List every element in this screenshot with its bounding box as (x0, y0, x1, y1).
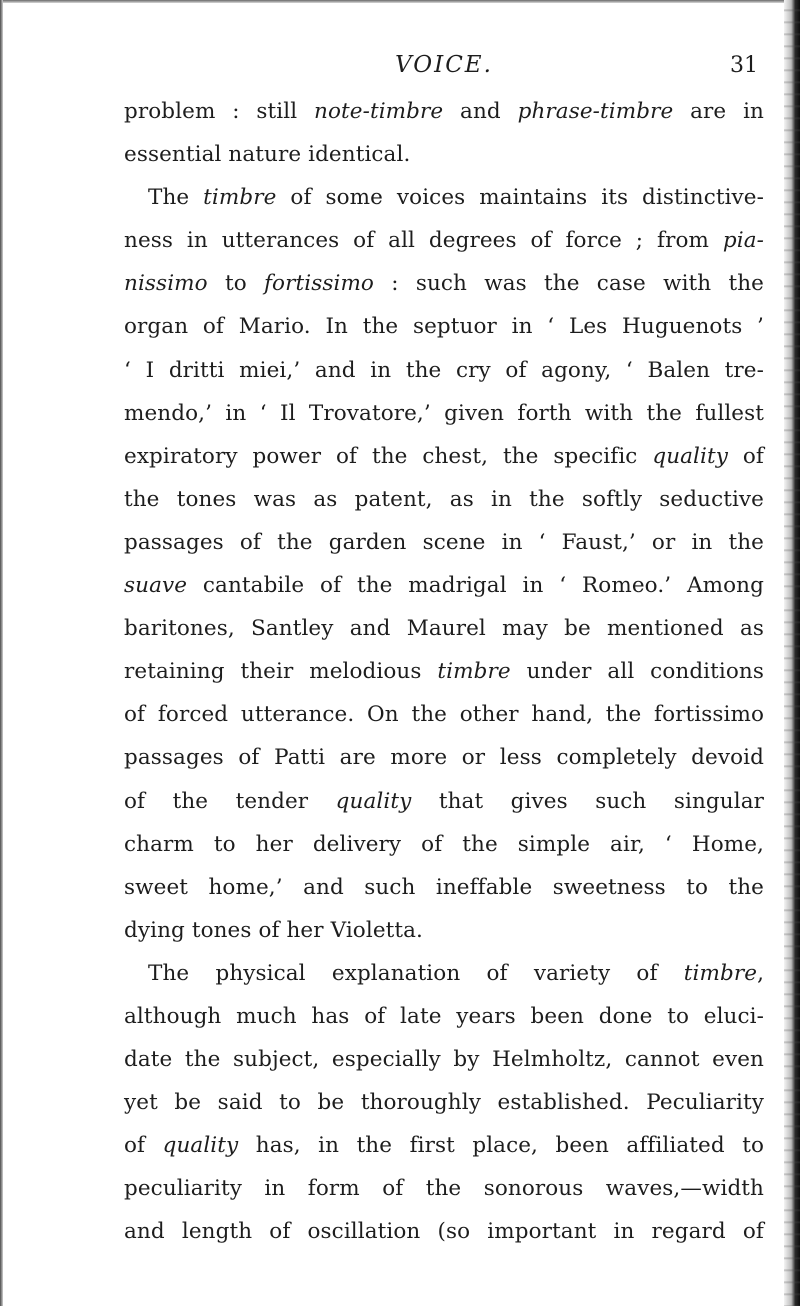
page-number: 31 (730, 53, 758, 78)
text-segment: and (443, 99, 518, 124)
italic-text-segment: nissimo (124, 271, 208, 297)
text-segment: under all conditions (510, 659, 764, 685)
text-line (124, 133, 764, 176)
text-line (124, 693, 764, 736)
text-line (124, 823, 764, 866)
text-line (124, 780, 764, 823)
text-segment: cantabile of the madrigal in ‘ Romeo.’ Among (187, 573, 764, 599)
italic-text-segment: quality (652, 443, 728, 469)
text-segment: The physical explanation of variety of (148, 960, 684, 986)
text-line (124, 866, 764, 909)
book-binding-edge (784, 0, 800, 1306)
italic-text-segment: quality (335, 788, 412, 814)
italic-text-segment: fortissimo (264, 271, 374, 297)
text-segment: organ of Mario. In the septuor in ‘ Les Huguenots ’ (124, 314, 764, 340)
text-line (124, 521, 764, 564)
text-segment: passages of the garden scene in ‘ Faust,’ or in the (124, 529, 764, 555)
text-segment: passages of Patti are more or less completely devoid (124, 745, 764, 771)
body-text (124, 90, 764, 1254)
text-segment: retaining their melodious (124, 659, 438, 685)
text-line (124, 909, 764, 952)
italic-text-segment: timbre (683, 960, 758, 986)
text-segment: essential nature identical. (124, 142, 411, 168)
text-segment: : such was the case with the (373, 271, 765, 297)
text-segment: has, in the first place, been affiliated to (238, 1133, 764, 1159)
text-line (124, 1124, 764, 1167)
text-segment: of some voices maintains its distinctive- (276, 185, 764, 211)
text-line (124, 305, 764, 348)
text-segment: ness in utterances of all degrees of force ; from (124, 228, 723, 254)
text-line (124, 90, 764, 133)
text-line (124, 1210, 764, 1253)
text-segment: baritones, Santley and Maurel may be mentioned as (124, 616, 764, 642)
italic-text-segment: pia- (722, 228, 764, 254)
text-segment: , (757, 960, 764, 986)
text-line (124, 564, 764, 607)
text-segment: sweet home,’ and such ineffable sweetness to the (124, 874, 764, 900)
italic-text-segment: phrase-timbre (517, 99, 674, 124)
text-segment: dying tones of her Violetta. (124, 917, 423, 943)
text-segment: problem : still (124, 99, 315, 124)
text-line (124, 1038, 764, 1081)
text-line (124, 262, 764, 305)
text-segment: mendo,’ in ‘ Il Trovatore,’ given forth with the fullest (124, 400, 764, 426)
text-line (124, 176, 764, 219)
text-segment: of (728, 443, 764, 469)
text-line (124, 607, 764, 650)
text-line (124, 349, 764, 392)
italic-text-segment: suave (124, 573, 188, 599)
text-line (124, 650, 764, 693)
running-title: VOICE. (395, 52, 493, 78)
text-segment: charm to her delivery of the simple air, ‘ Home, (124, 831, 764, 857)
italic-text-segment: timbre (437, 659, 511, 685)
text-segment: expiratory power of the chest, the specific (124, 443, 653, 469)
running-header (124, 52, 764, 92)
text-segment: that gives such singular (411, 788, 764, 814)
text-line (124, 1167, 764, 1210)
text-line (124, 435, 764, 478)
text-segment: ‘ I dritti miei,’ and in the cry of agony, ‘ Balen tre- (124, 357, 764, 383)
text-segment: peculiarity in form of the sonorous waves,—width (124, 1176, 764, 1202)
text-segment: the tones was as patent, as in the softly seductive (124, 486, 764, 512)
italic-text-segment: quality (162, 1133, 239, 1159)
text-line (124, 478, 764, 521)
text-segment: date the subject, especially by Helmholtz, cannot even (124, 1047, 764, 1073)
text-segment: yet be said to be thoroughly established. Peculiarity (124, 1090, 764, 1116)
text-line (124, 392, 764, 435)
text-line (124, 1081, 764, 1124)
italic-text-segment: timbre (203, 185, 277, 211)
text-segment: of forced utterance. On the other hand, the fortissimo (124, 702, 764, 728)
italic-text-segment: note-timbre (314, 99, 444, 124)
text-segment: of (124, 1133, 163, 1159)
text-line (124, 736, 764, 779)
text-segment: are in (673, 99, 764, 124)
text-segment: and length of oscillation (so important in regard of (124, 1219, 764, 1245)
text-segment: to (207, 271, 264, 297)
text-segment: The (148, 185, 204, 211)
text-line (124, 219, 764, 262)
text-segment: although much has of late years been done to eluci- (124, 1003, 764, 1029)
text-line (124, 952, 764, 995)
text-segment: of the tender (124, 788, 336, 814)
text-line (124, 995, 764, 1038)
